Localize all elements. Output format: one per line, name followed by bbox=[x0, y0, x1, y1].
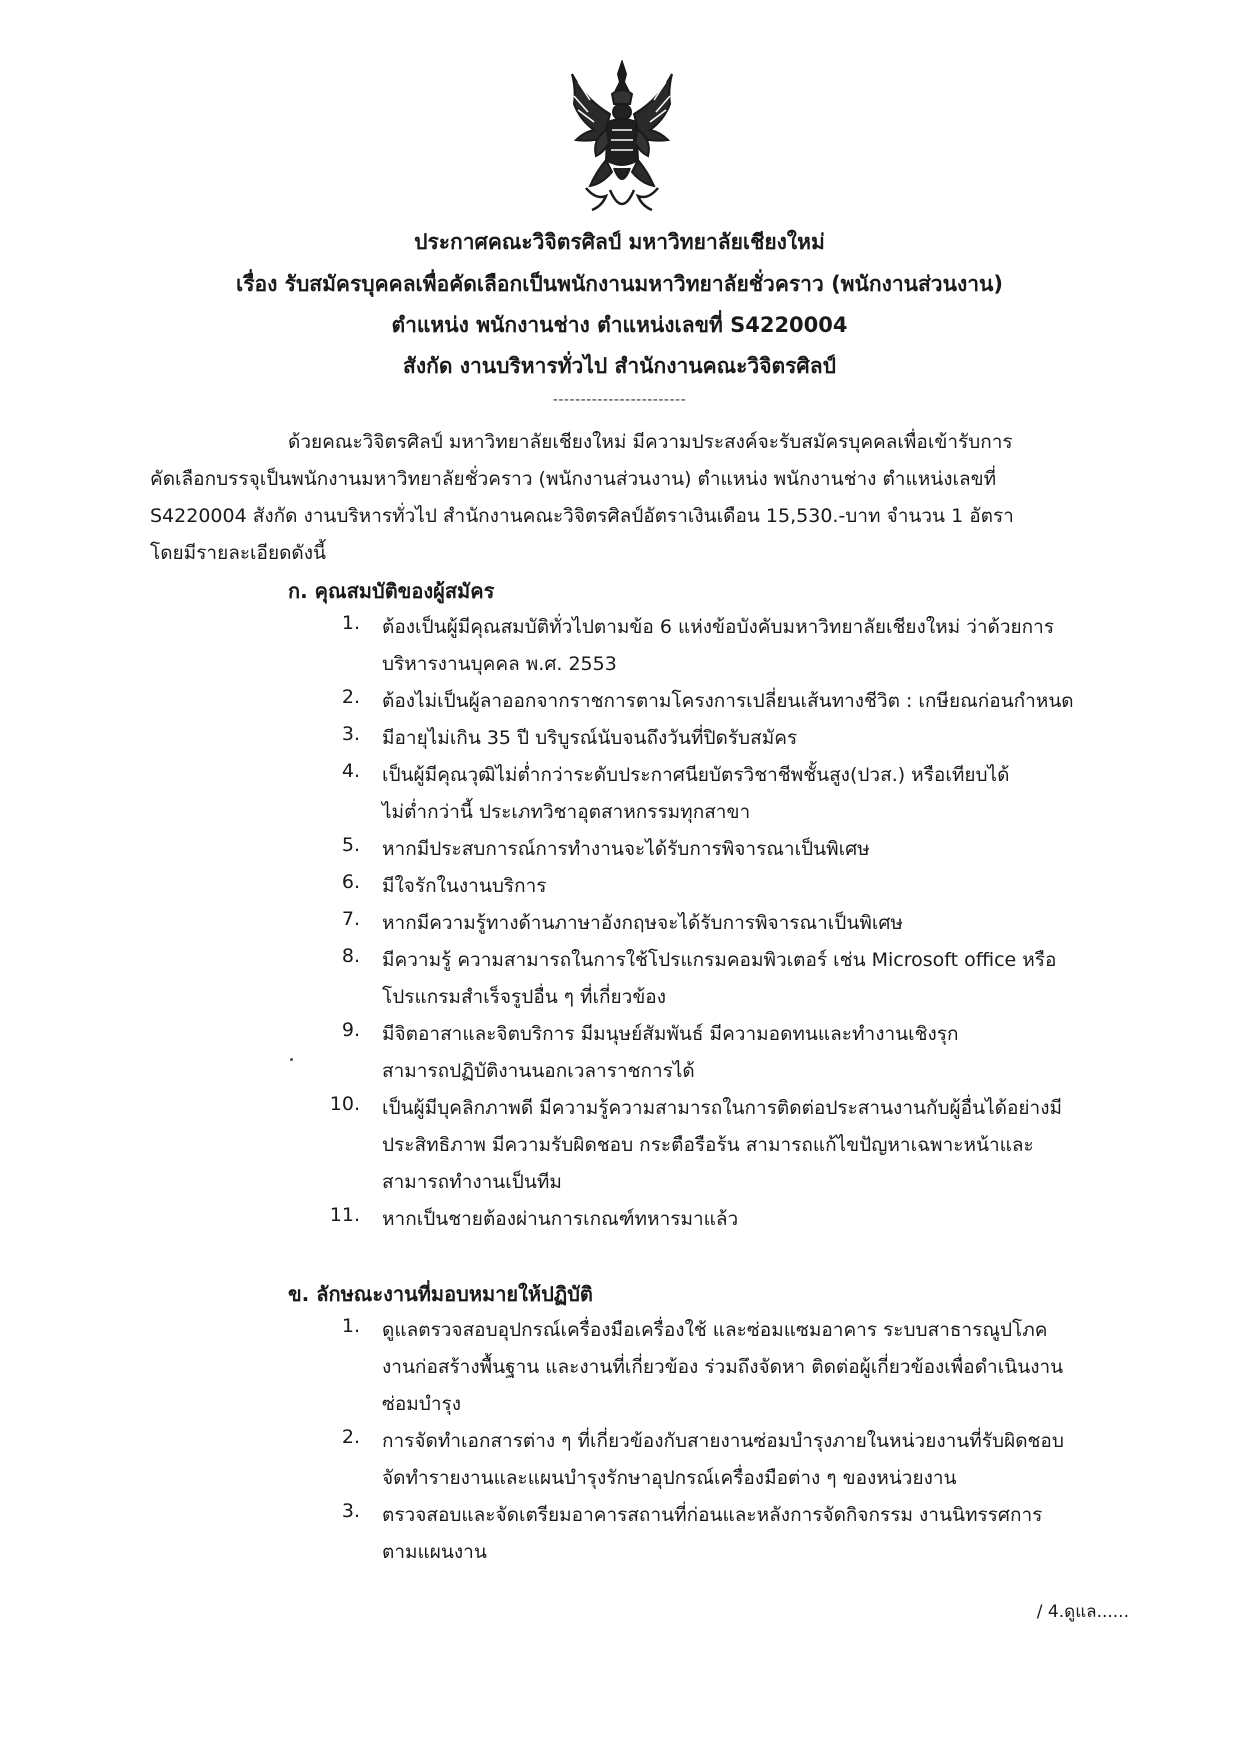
list-item-number: 9. bbox=[341, 1019, 360, 1041]
intro-line: คัดเลือกบรรจุเป็นพนักงานมหาวิทยาลัยชั่วคราว (พนักงานส่วนงาน) ตำแหน่ง พนักงานช่าง ตำแหน่งเลขที่ bbox=[150, 468, 997, 490]
department-title: สังกัด งานบริหารทั่วไป สำนักงานคณะวิจิตรศิลป์ bbox=[403, 354, 836, 378]
intro-line: S4220004 สังกัด งานบริหารทั่วไป สำนักงานคณะวิจิตรศิลป์อัตราเงินเดือน 15,530.-บาท จำนวน 1 อัตรา bbox=[150, 505, 1014, 527]
list-item-number: 6. bbox=[341, 871, 360, 893]
intro-line: โดยมีรายละเอียดดังนี้ bbox=[150, 542, 327, 564]
list-item-number: 3. bbox=[341, 1500, 360, 1522]
list-item-number: 2. bbox=[341, 1426, 360, 1448]
garuda-emblem-icon bbox=[566, 60, 678, 218]
list-item-text: เป็นผู้มีบุคลิกภาพดี มีความรู้ความสามารถในการติดต่อประสานงานกับผู้อื่นได้อย่างมี bbox=[382, 1097, 1062, 1119]
announcement-subject: เรื่อง รับสมัครบุคคลเพื่อคัดเลือกเป็นพนักงานมหาวิทยาลัยชั่วคราว (พนักงานส่วนงาน) bbox=[236, 272, 1003, 296]
announcement-title: ประกาศคณะวิจิตรศิลป์ มหาวิทยาลัยเชียงใหม่ bbox=[414, 230, 825, 254]
list-item-number: 4. bbox=[341, 760, 360, 782]
list-item-text: จัดทำรายงานและแผนบำรุงรักษาอุปกรณ์เครื่องมือต่าง ๆ ของหน่วยงาน bbox=[382, 1467, 957, 1489]
list-item-text: โปรแกรมสำเร็จรูปอื่น ๆ ที่เกี่ยวข้อง bbox=[382, 986, 666, 1008]
list-item-number: 2. bbox=[341, 686, 360, 708]
list-item-text: หากเป็นชายต้องผ่านการเกณฑ์ทหารมาแล้ว bbox=[382, 1208, 739, 1230]
list-item-text: สามารถปฏิบัติงานนอกเวลาราชการได้ bbox=[382, 1060, 695, 1082]
divider-line: ------------------------ bbox=[552, 392, 687, 408]
list-item-number: 3. bbox=[341, 723, 360, 745]
list-item-text: ต้องเป็นผู้มีคุณสมบัติทั่วไปตามข้อ 6 แห่งข้อบังคับมหาวิทยาลัยเชียงใหม่ ว่าด้วยการ bbox=[382, 616, 1055, 638]
list-item-text: มีอายุไม่เกิน 35 ปี บริบูรณ์นับจนถึงวันที่ปิดรับสมัคร bbox=[382, 727, 798, 749]
list-item-text: ตรวจสอบและจัดเตรียมอาคารสถานที่ก่อนและหลังการจัดกิจกรรม งานนิทรรศการ bbox=[382, 1504, 1043, 1526]
list-item-text: มีใจรักในงานบริการ bbox=[382, 875, 547, 897]
list-item-text: หากมีประสบการณ์การทำงานจะได้รับการพิจารณาเป็นพิเศษ bbox=[382, 838, 870, 860]
list-item-text: ประสิทธิภาพ มีความรับผิดชอบ กระตือรือร้น สามารถแก้ไขปัญหาเฉพาะหน้าและ bbox=[382, 1134, 1034, 1156]
position-title: ตำแหน่ง พนักงานช่าง ตำแหน่งเลขที่ S4220004 bbox=[391, 313, 848, 337]
list-item-text: สามารถทำงานเป็นทีม bbox=[382, 1171, 562, 1193]
list-item-text: การจัดทำเอกสารต่าง ๆ ที่เกี่ยวข้องกับสายงานซ่อมบำรุงภายในหน่วยงานที่รับผิดชอบ bbox=[382, 1430, 1064, 1452]
section-a-heading: ก. คุณสมบัติของผู้สมัคร bbox=[288, 579, 495, 603]
list-item-text: ดูแลตรวจสอบอุปกรณ์เครื่องมือเครื่องใช้ และซ่อมแซมอาคาร ระบบสาธารณูปโภค bbox=[382, 1319, 1048, 1341]
list-item-text: บริหารงานบุคคล พ.ศ. 2553 bbox=[382, 653, 617, 675]
list-item-text: งานก่อสร้างพื้นฐาน และงานที่เกี่ยวข้อง ร่วมถึงจัดหา ติดต่อผู้เกี่ยวข้องเพื่อดำเนินงาน bbox=[382, 1356, 1064, 1378]
list-item-number: 5. bbox=[341, 834, 360, 856]
list-item-number: 8. bbox=[341, 945, 360, 967]
list-item-text: ซ่อมบำรุง bbox=[382, 1393, 462, 1415]
list-item-text: หากมีความรู้ทางด้านภาษาอังกฤษจะได้รับการพิจารณาเป็นพิเศษ bbox=[382, 912, 903, 934]
continuation-note: / 4.ดูแล...... bbox=[1036, 1602, 1129, 1622]
intro-line: ด้วยคณะวิจิตรศิลป์ มหาวิทยาลัยเชียงใหม่ มีความประสงค์จะรับสมัครบุคคลเพื่อเข้ารับการ bbox=[288, 431, 1013, 453]
section-b-heading: ข. ลักษณะงานที่มอบหมายให้ปฏิบัติ bbox=[288, 1282, 593, 1306]
list-item-number: 1. bbox=[341, 612, 360, 634]
list-item-text: ตามแผนงาน bbox=[382, 1541, 487, 1563]
list-item-number: 7. bbox=[341, 908, 360, 930]
list-item-text: มีจิตอาสาและจิตบริการ มีมนุษย์สัมพันธ์ มีความอดทนและทำงานเชิงรุก bbox=[382, 1023, 959, 1045]
list-item-text: เป็นผู้มีคุณวุฒิไม่ต่ำกว่าระดับประกาศนียบัตรวิชาชีพชั้นสูง(ปวส.) หรือเทียบได้ bbox=[382, 764, 1010, 786]
list-item-number: 11. bbox=[329, 1204, 360, 1226]
scan-speck bbox=[290, 1058, 293, 1061]
list-item-text: มีความรู้ ความสามารถในการใช้โปรแกรมคอมพิวเตอร์ เช่น Microsoft office หรือ bbox=[382, 949, 1057, 971]
list-item-number: 1. bbox=[341, 1315, 360, 1337]
list-item-text: ไม่ต่ำกว่านี้ ประเภทวิชาอุตสาหกรรมทุกสาขา bbox=[382, 801, 751, 823]
list-item-number: 10. bbox=[329, 1093, 360, 1115]
list-item-text: ต้องไม่เป็นผู้ลาออกจากราชการตามโครงการเปลี่ยนเส้นทางชีวิต : เกษียณก่อนกำหนด bbox=[382, 690, 1074, 712]
